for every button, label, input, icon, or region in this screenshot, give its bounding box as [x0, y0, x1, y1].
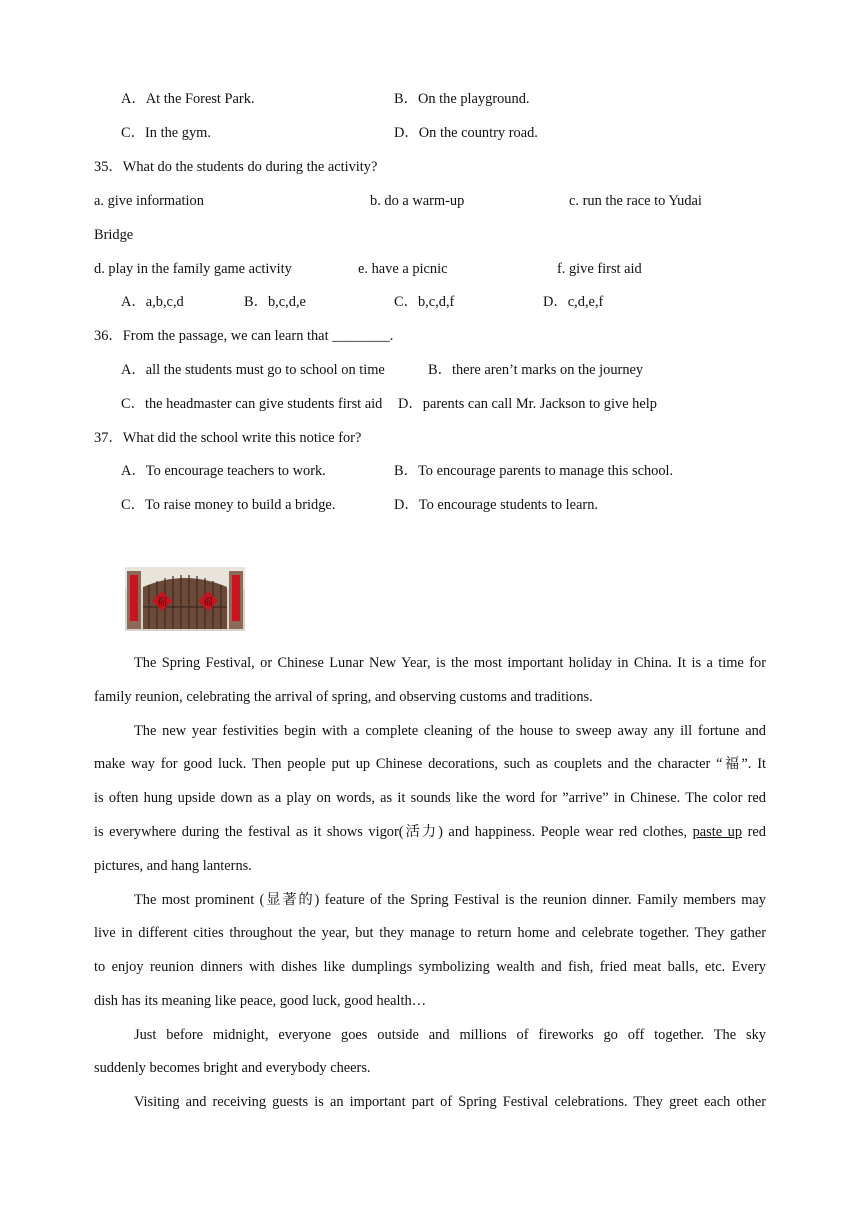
- passage-p3-line4: dish has its meaning like peace, good luck, good health…: [94, 993, 427, 1009]
- q35-option-b: B．b,c,d,e: [244, 294, 306, 310]
- gate-with-red-couplets-image: [125, 567, 245, 631]
- passage-p1-line1: The Spring Festival, or Chinese Lunar New Year, is the most important holiday in China. It is a time for: [134, 655, 766, 671]
- q35-option-d: D．c,d,e,f: [543, 294, 604, 310]
- passage-p3-line2: live in different cities throughout the year, but they manage to return home and celebrate together. They gather: [94, 925, 766, 941]
- q35-item-c-cont: Bridge: [94, 227, 134, 243]
- passage-p2-line1: The new year festivities begin with a complete cleaning of the house to sweep away any ill fortune and: [134, 723, 766, 739]
- passage-p2-line5: pictures, and hang lanterns.: [94, 858, 252, 874]
- q35-question: 35．What do the students do during the activity?: [94, 159, 378, 175]
- q37-option-a: A．To encourage teachers to work.: [121, 463, 326, 479]
- passage-p4-line2: suddenly becomes bright and everybody cheers.: [94, 1060, 371, 1076]
- q36-question: 36．From the passage, we can learn that ________.: [94, 328, 394, 344]
- q34-option-d: D．On the country road.: [394, 125, 538, 141]
- underlined-phrase: paste up: [692, 824, 743, 840]
- passage-p2-line3: is often hung upside down as a play on words, as it sounds like the word for ”arrive” in Chinese. The color red: [94, 790, 766, 806]
- passage-p2-line4: [94, 822, 766, 842]
- fu-character-left: 福: [157, 597, 167, 608]
- passage-p3-line1: The most prominent (显著的) feature of the Spring Festival is the reunion dinner. Family members may: [134, 892, 766, 908]
- fu-character-right: 福: [203, 597, 213, 608]
- passage-p5-line1: Visiting and receiving guests is an important part of Spring Festival celebrations. They greet each other: [134, 1094, 766, 1110]
- q35-item-d: d. play in the family game activity: [94, 261, 292, 277]
- q35-option-a: A．a,b,c,d: [121, 294, 184, 310]
- passage-p1-line2: family reunion, celebrating the arrival of spring, and observing customs and traditions.: [94, 689, 593, 705]
- q37-question: 37．What did the school write this notice for?: [94, 430, 362, 446]
- q37-option-b: B．To encourage parents to manage this school.: [394, 463, 674, 479]
- q35-item-f: f. give first aid: [557, 261, 642, 277]
- q36-option-a: A．all the students must go to school on time: [121, 362, 385, 378]
- q36-option-d: D．parents can call Mr. Jackson to give help: [398, 396, 657, 412]
- q35-item-a: a. give information: [94, 193, 204, 209]
- passage-p3-line3: to enjoy reunion dinners with dishes like dumplings symbolizing wealth and fish, fried meat balls, etc. Every: [94, 959, 766, 975]
- passage-p2-line4-b: red: [747, 824, 766, 840]
- q36-option-b: B．there aren’t marks on the journey: [428, 362, 644, 378]
- q34-option-b: B．On the playground.: [394, 91, 530, 107]
- passage-p2-line2: make way for good luck. Then people put up Chinese decorations, such as couplets and the character “福”. It: [94, 756, 766, 772]
- passage-p2-line4-a: is everywhere during the festival as it shows vigor(活力) and happiness. People wear red clothes,: [94, 824, 688, 840]
- passage-p4-line1: Just before midnight, everyone goes outside and millions of fireworks go off together. The sky: [134, 1027, 766, 1043]
- q35-item-c: c. run the race to Yudai: [569, 193, 702, 209]
- q37-option-c: C．To raise money to build a bridge.: [121, 497, 336, 513]
- q36-option-c: C．the headmaster can give students first aid: [121, 396, 383, 412]
- q34-option-a: A．At the Forest Park.: [121, 91, 255, 107]
- q35-item-e: e. have a picnic: [358, 261, 448, 277]
- q34-option-c: C．In the gym.: [121, 125, 211, 141]
- q37-option-d: D．To encourage students to learn.: [394, 497, 598, 513]
- q35-item-b: b. do a warm-up: [370, 193, 465, 209]
- q35-option-c: C．b,c,d,f: [394, 294, 455, 310]
